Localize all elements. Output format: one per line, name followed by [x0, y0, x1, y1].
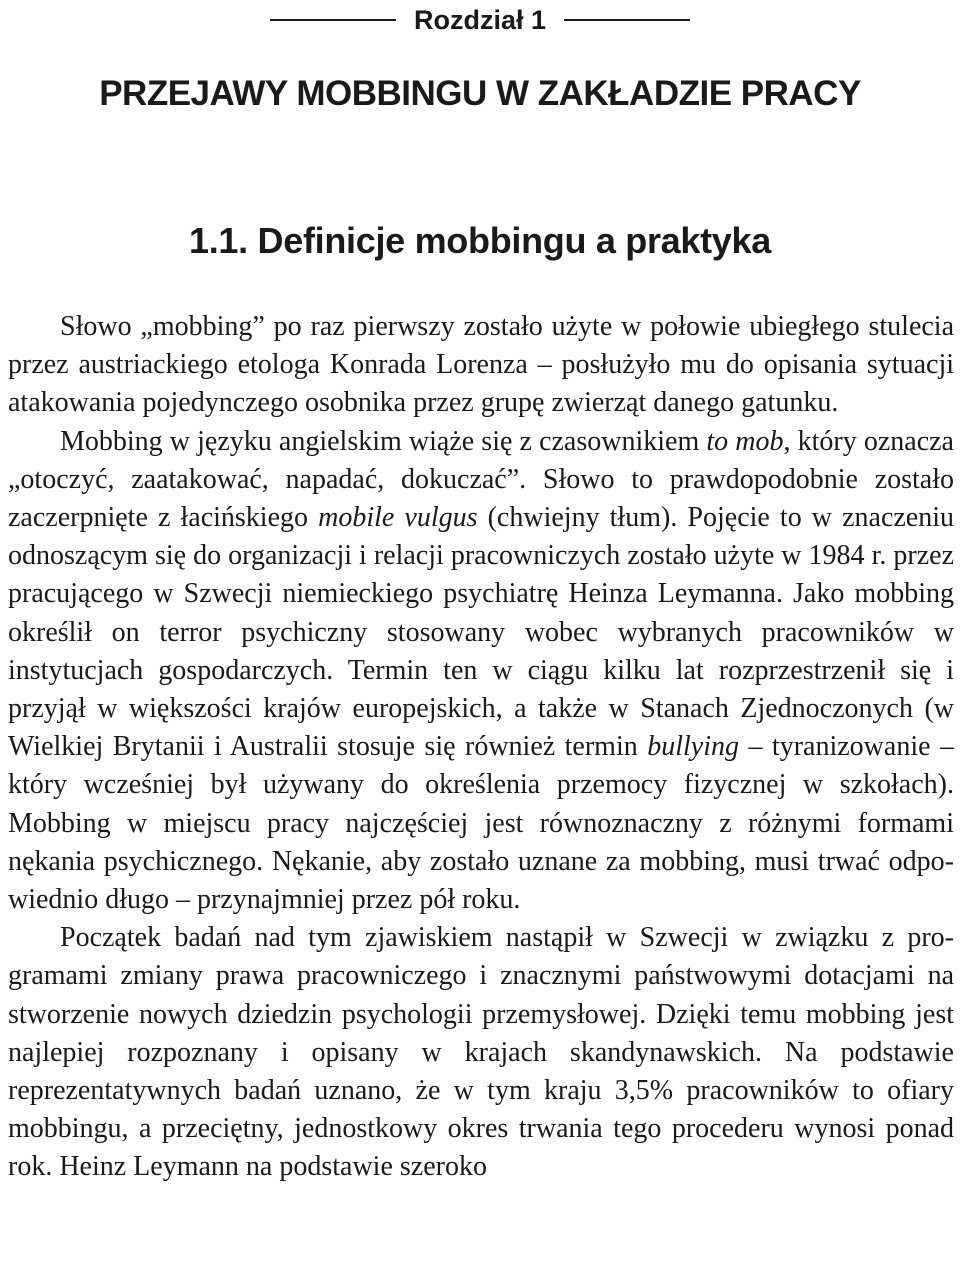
italic-term-to-mob: to mob: [706, 425, 784, 457]
chapter-rule-right: [564, 19, 690, 21]
paragraph-1: [8, 308, 954, 423]
paragraph-text: Mobbing w języku angielskim wiąże się z czasownikiem: [60, 425, 707, 457]
section-title: 1.1. Definicje mobbingu a praktyka: [189, 220, 771, 261]
italic-term-bullying: bullying: [647, 731, 739, 763]
paragraph-text: , który oznacza „otoczyć, zaatakować, napadać, dokuczać”. Słowo to prawdopodobnie zostało zaczerpnięte z łacińskiego: [8, 425, 954, 534]
paragraph-2: [8, 423, 954, 920]
paragraph-text: (chwiejny tłum). Pojęcie to w znaczeniu odnoszącym się do organizacji i relacji pracowniczych zostało użyte w 1984 r. przez pracującego w Szwecji niemieckiego psychiatrę Heinza Leymanna. Jako mobbing określił on terror psychiczny stosowany wobec wybranych pracowników w instytucjach gospodarczych. Termin ten w ciągu kilku lat rozprzestrzenił się i przyjął w większości krajów europejskich, a także w Stanach Zjednoczonych (w Wielkiej Brytanii i Australii stosuje się również termin: [8, 502, 955, 763]
paragraph-text: Słowo „mobbing” po raz pierwszy zostało użyte w połowie ubiegłego stulecia przez austriackiego etologa Konrada Lorenza – posłużyło mu do opisania sytuacji atakowania pojedynczego osobnika przez grupę zwierząt danego gatunku.: [8, 311, 954, 419]
paragraph-text: Początek badań nad tym zjawiskiem nastąpił w Szwecji w związku z programami zmiany prawa pracowniczego i znacznymi państwowymi dotacjami na stworzenie nowych dziedzin psychologii przemysłowej. Dzięki temu mobbing jest najlepiej rozpoznany i opisany w krajach skandynawskich. Na podstawie reprezentatywnych badań uznano, że w tym kraju 3,5% pracowników to ofiary mobbingu, a przeciętny, jednostkowy okres trwania tego procederu wynosi ponad rok. Heinz Leymann na podstawie szeroko: [8, 922, 954, 1183]
paragraph-text: – tyranizowanie – który wcześniej był używany do określenia przemocy fizycznej w szkołach). Mobbing w miejscu pracy najczęściej jest równoznaczny z różnymi formami nękania psychicznego. Nękanie, aby zostało uznane za mobbing, musi trwać odpowiednio długo – przynajmniej przez pół roku.: [8, 731, 955, 916]
body-text: [8, 308, 954, 1187]
chapter-rule-left: [270, 19, 396, 21]
chapter-heading: [0, 0, 960, 40]
chapter-label: Rozdział 1: [413, 4, 547, 35]
italic-term-mobile-vulgus: mobile vulgus: [318, 502, 478, 534]
paragraph-3: [8, 919, 954, 1186]
part-title: PRZEJAWY MOBBINGU W ZAKŁADZIE PRACY: [99, 74, 861, 113]
